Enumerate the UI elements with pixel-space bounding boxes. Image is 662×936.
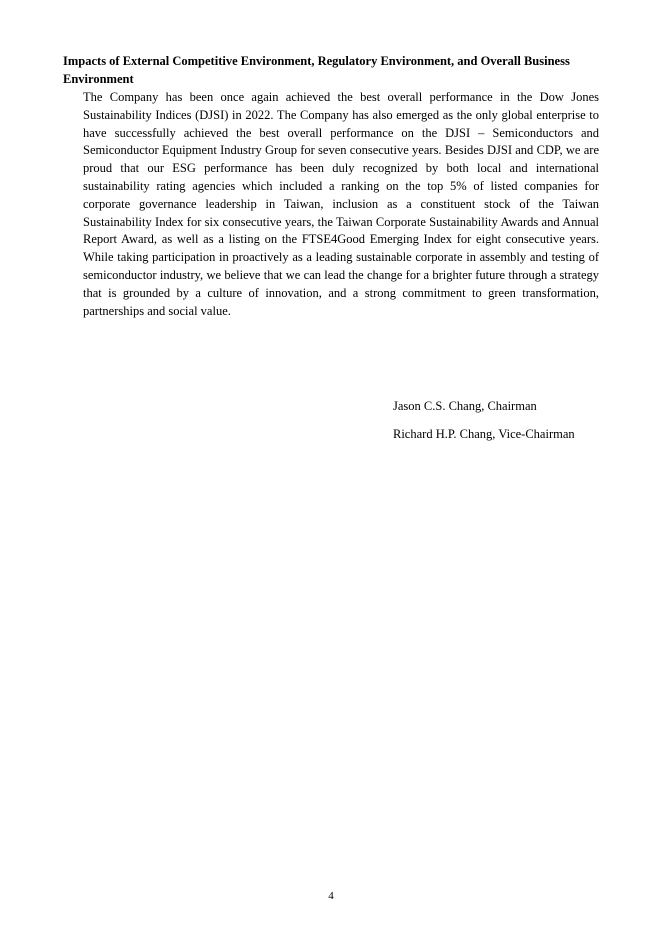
body-paragraph: The Company has been once again achieved the best overall performance in the Dow Jones Sustainability Indices (DJSI) in 2022. The Company has also emerged as the only global enterprise to have successfully achieved the best overall performance on the DJSI – Semiconductors and Semiconductor Equipment Industry Group for seven consecutive years. Besides DJSI and CDP, we are proud that our ESG performance has been duly recognized by both local and international sustainability rating agencies which included a ranking on the top 5% of listed companies for corporate governance leadership in Taiwan, inclusion as a constituent stock of the Taiwan Sustainability Index for six consecutive years, the Taiwan Corporate Sustainability Awards and Annual Report Award, as well as a listing on the FTSE4Good Emerging Index for eight consecutive years. While taking participation in proactively as a leading sustainable corporate in assembly and testing of semiconductor industry, we believe that we can lead the change for a brighter future through a strategy that is grounded by a culture of innovation, and a strong commitment to green transformation, partnerships and social value. [83,90,599,318]
section-heading: Impacts of External Competitive Environment, Regulatory Environment, and Overall Business Environment [63,54,570,86]
page-number: 4 [328,890,334,902]
signature-chairman: Jason C.S. Chang, Chairman [393,399,537,413]
signature-vice-chairman: Richard H.P. Chang, Vice-Chairman [393,427,575,441]
